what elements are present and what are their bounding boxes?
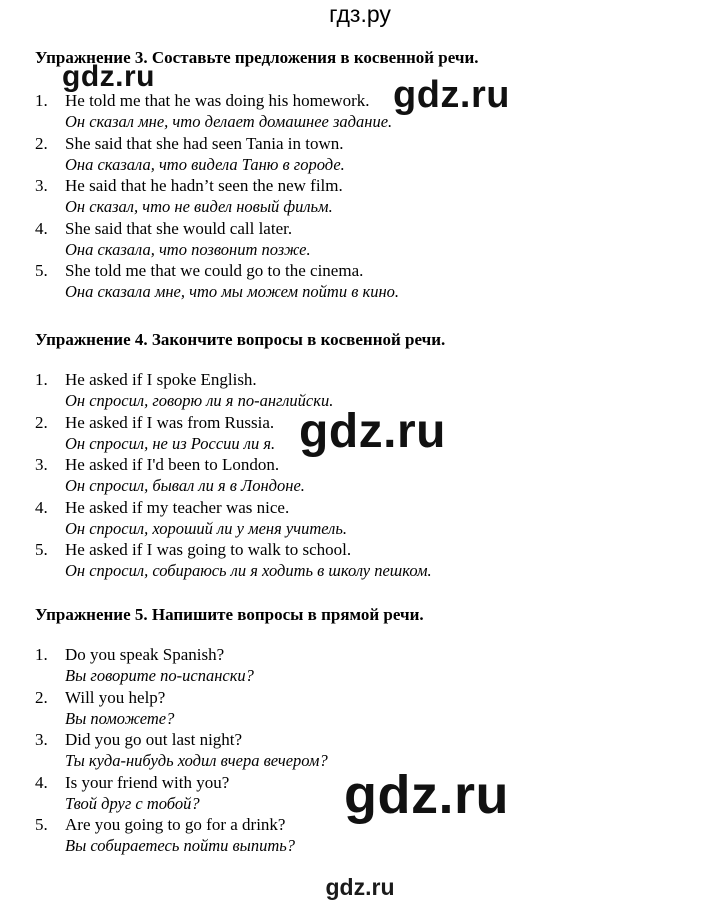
english-sentence: He asked if my teacher was nice. [65, 497, 290, 517]
item-number: 2. [35, 133, 48, 153]
site-header: гдз.ру [329, 1, 391, 27]
item-number: 5. [35, 540, 48, 559]
exercise-heading: Упражнение 3. Составьте предложения в косвенной речи. [35, 48, 479, 67]
english-sentence: He asked if I'd been to London. [65, 455, 280, 474]
english-sentence: He asked if I spoke English. [65, 370, 257, 389]
english-sentence: She said that she would call later. [65, 218, 293, 238]
list-item [35, 175, 695, 218]
russian-translation: Вы собираетесь пойти выпить? [65, 836, 296, 855]
list-item [35, 687, 695, 730]
item-number: 2. [35, 412, 48, 432]
exercise-heading: Упражнение 5. Напишите вопросы в прямой речи. [35, 605, 424, 624]
english-sentence: Will you help? [65, 687, 166, 707]
english-sentence: She told me that we could go to the cinema. [65, 261, 364, 280]
english-sentence: Are you going to go for a drink? [65, 815, 286, 834]
russian-translation: Вы поможете? [65, 708, 175, 728]
russian-translation: Она сказала мне, что мы можем пойти в кино. [65, 282, 400, 301]
exercise-list [35, 369, 695, 582]
english-sentence: He asked if I was going to walk to school. [65, 540, 352, 559]
list-item [35, 260, 695, 303]
russian-translation: Он сказал мне, что делает домашнее задание. [65, 112, 393, 131]
watermark: gdz.ru [299, 405, 446, 458]
russian-translation: Он спросил, не из России ли я. [65, 433, 276, 453]
russian-translation: Он спросил, хороший ли у меня учитель. [65, 518, 348, 538]
russian-translation: Она сказала, что видела Таню в городе. [65, 154, 345, 174]
watermark: gdz.ru [62, 60, 155, 93]
russian-translation: Он спросил, говорю ли я по-английски. [65, 391, 334, 410]
english-sentence: He said that he hadn’t seen the new film. [65, 176, 343, 195]
list-item [35, 133, 695, 176]
item-number: 2. [35, 687, 48, 707]
item-number: 4. [35, 218, 48, 238]
list-item [35, 454, 695, 497]
list-item [35, 539, 695, 582]
footer-watermark: gdz.ru [325, 874, 395, 900]
english-sentence: Did you go out last night? [65, 730, 243, 749]
item-number: 1. [35, 91, 48, 110]
item-number: 5. [35, 261, 48, 280]
russian-translation: Ты куда-нибудь ходил вчера вечером? [65, 751, 328, 770]
item-number: 4. [35, 497, 48, 517]
exercise-heading: Упражнение 4. Закончите вопросы в косвенной речи. [35, 330, 446, 349]
russian-translation: Он спросил, собираюсь ли я ходить в школу пешком. [65, 561, 432, 580]
russian-translation: Он спросил, бывал ли я в Лондоне. [65, 476, 305, 495]
watermark: gdz.ru [393, 74, 510, 116]
russian-translation: Она сказала, что позвонит позже. [65, 239, 311, 259]
russian-translation: Вы говорите по-испански? [65, 666, 254, 685]
english-sentence: He asked if I was from Russia. [65, 412, 275, 432]
item-number: 3. [35, 455, 48, 474]
item-number: 1. [35, 370, 48, 389]
list-item [35, 90, 695, 133]
list-item [35, 644, 695, 687]
item-number: 3. [35, 730, 48, 749]
item-number: 3. [35, 176, 48, 195]
russian-translation: Твой друг с тобой? [65, 793, 200, 813]
item-number: 1. [35, 645, 48, 664]
english-sentence: Do you speak Spanish? [65, 645, 225, 664]
list-item [35, 497, 695, 540]
russian-translation: Он сказал, что не видел новый фильм. [65, 197, 333, 216]
english-sentence: He told me that he was doing his homework. [65, 91, 370, 110]
english-sentence: Is your friend with you? [65, 772, 230, 792]
english-sentence: She said that she had seen Tania in town. [65, 133, 344, 153]
list-item [35, 218, 695, 261]
item-number: 5. [35, 815, 48, 834]
item-number: 4. [35, 772, 48, 792]
exercise-list [35, 90, 695, 303]
watermark: gdz.ru [344, 765, 509, 825]
